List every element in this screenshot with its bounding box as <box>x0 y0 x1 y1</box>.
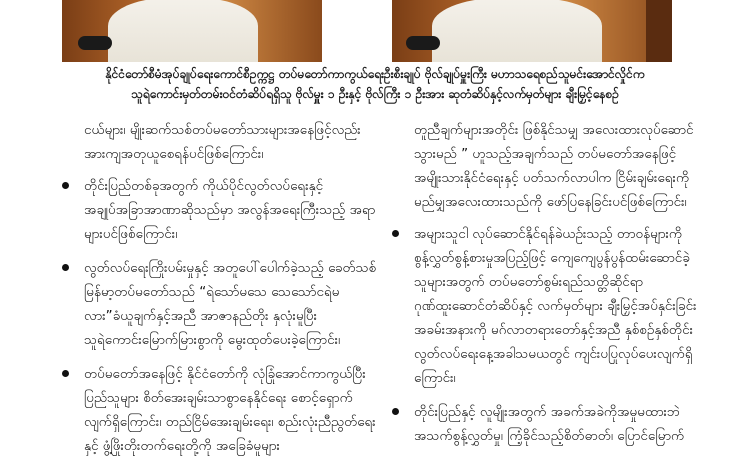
shoe <box>78 36 112 50</box>
bullet-text: အများသူငါ လုပ်ဆောင်နိုင်ရန်ခဲယဉ်းသည့် တာဝန်များကို စွန့်လွှတ်စွန့်စားမှုအပြည့်ဖြင့် ကျေကျေပွန်ပွန်ထမ်းဆောင်ခဲ့သူများအတွက် တပ်မတော်စွမ်းရည်သတ္တိဆိုင်ရာ ဂုဏ်ထူးဆောင်တံဆိပ်နှင့် လက်မှတ်များ ချီးမြှင့်အပ်နှင်းခြင်းအခမ်းအနားကို မဂ်လာတရားတော်နှင့်အညီ နှစ်စဉ်နှစ်တိုင်း လွတ်လပ်ရေးနေ့အခါသမယတွင် ကျင်းပပြုလုပ်ပေးလျက်ရှိကြောင်း၊ <box>414 226 697 386</box>
right-text-column <box>388 118 706 458</box>
paragraph-continuation: တူညီချက်များအတိုင်း ဖြစ်နိုင်သမျှ အလေးထားလုပ်ဆောင်သွားမည် ” ဟူသည့်အချက်သည် တပ်မတော်အနေဖြင့် အမျိုးသားနိုင်ငံရေးနှင့် ပတ်သက်လာပါက ငြိမ်းချမ်းရေးကို မည်မျှအလေးထားသည်ကို ဖော်ပြနေခြင်းပင်ဖြစ်ကြောင်း၊ <box>414 122 694 210</box>
bullet-item <box>58 362 378 458</box>
photo-caption-line-1: နိုင်ငံတော်စီမံအုပ်ချုပ်ရေးကောင်စီဥက္ကဋ္ဌ တပ်မတော်ကာကွယ်ရေးဦးစီးချုပ် ဗိုလ်ချုပ်မှူးကြီး မဟာသရေစည်သူမင်းအောင်လှိုင်က <box>105 67 645 81</box>
bullet-dot-icon <box>62 182 69 189</box>
bullet-dot-icon <box>62 264 69 271</box>
bullet-item <box>388 400 706 448</box>
left-text-column <box>58 118 378 468</box>
award-photo-left <box>62 0 322 62</box>
bullet-item <box>58 256 378 352</box>
bullet-dot-icon <box>392 230 399 237</box>
bullet-text: တပ်မတော်အနေဖြင့် နိုင်ငံတော်ကို လုံခြုံအောင်ကာကွယ်ပြီး ပြည်သူများ စိတ်အေးချမ်းသာစွာနေနိုင်ရေး စောင့်ရှောက်လျက်ရှိကြောင်း၊ တည်ငြိမ်အေးချမ်းရေး၊ စည်းလုံးညီညွတ်ရေးနှင့် ဖွံ့ဖြိုးတိုးတက်ရေးတို့ကို အခြေခံမူများ <box>84 366 376 454</box>
photo-caption-line-2: သူရဲကောင်းမှတ်တမ်းဝင်တံဆိပ်ရရှိသူ ဗိုလ်မှူး ၁ ဦးနှင့် ဗိုလ်ကြီး ၁ ဦးအား ဆုတံဆိပ်နှင့်လက်မှတ်များ ချီးမြှင့်နေစဉ် <box>131 87 619 101</box>
bullet-item <box>388 222 706 390</box>
bullet-dot-icon <box>392 408 399 415</box>
bullet-dot-icon <box>62 370 69 377</box>
award-photo-right <box>392 0 672 62</box>
person-figure <box>432 0 602 62</box>
bullet-text: တိုင်းပြည်နှင့် လူမျိုးအတွက် အခက်အခဲကိုအမှုမထားဘဲ အသက်စွန့်လွှတ်မှု၊ ကြံ့ခိုင်သည့်စိတ်ဓာတ်၊ ပြောင်မြောက် <box>414 404 685 444</box>
shoe <box>406 36 440 50</box>
paragraph-continuation: ငယ်များ၊ မျိုးဆက်သစ်တပ်မတော်သားများအနေဖြင့်လည်း အားကျအတုယူစေရန်ပင်ဖြစ်ကြောင်း၊ <box>84 122 361 162</box>
bullet-item <box>58 174 378 246</box>
photo-edge <box>646 0 672 62</box>
bullet-text: လွတ်လပ်ရေးကြိုးပမ်းမှုနှင့် အတူပေါ်ပေါက်ခဲ့သည့် ခေတ်သစ်မြန်မာ့တပ်မတော်သည် “ရဲသော်မသေ သေသော်ငရဲမလား”ခံယူချက်နှင့်အညီ အာဇာနည်တိုး နှလုံးမူပြီး သူရဲကောင်းမြောက်မြားစွာကို မွေးထုတ်ပေးခဲ့ကြောင်း၊ <box>84 260 377 348</box>
person-figure <box>108 0 258 62</box>
bullet-text: တိုင်းပြည်တစ်ခုအတွက် ကိုယ်ပိုင်လွတ်လပ်ရေးနှင့် အချုပ်အခြာအာဏာဆိုသည်မှာ အလွန်အရေးကြီးသည့် အရာများပင်ဖြစ်ကြောင်း၊ <box>84 178 376 242</box>
